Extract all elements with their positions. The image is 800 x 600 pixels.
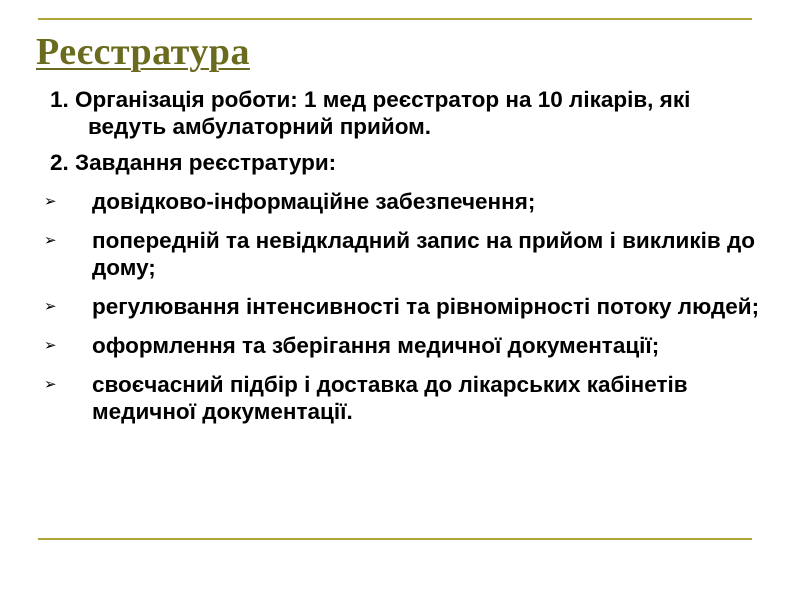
bullet-text: своєчасний підбір і доставка до лікарських кабінетів медичної документації.	[92, 372, 688, 424]
slide-content	[40, 86, 760, 425]
bullet-text: попередній та невідкладний запис на прийом і викликів до дому;	[92, 228, 756, 280]
bullet-item	[40, 371, 760, 425]
arrowhead-bullet-icon: ➢	[44, 232, 57, 249]
slide-title: Реєстратура	[36, 31, 250, 73]
bullet-item	[40, 227, 760, 281]
bullet-text: оформлення та зберігання медичної документації;	[92, 333, 660, 358]
numbered-item: 1. Організація роботи: 1 мед реєстратор на 10 лікарів, які ведуть амбулаторний прийом.	[50, 87, 691, 139]
arrowhead-bullet-icon: ➢	[44, 193, 57, 210]
bullet-item	[40, 293, 760, 320]
bullet-item	[40, 188, 760, 215]
bullet-item	[40, 332, 760, 359]
bullet-text: регулювання інтенсивності та рівномірності потоку людей;	[92, 294, 760, 319]
numbered-item: 2. Завдання реєстратури:	[50, 150, 337, 175]
bullet-text: довідково-інформаційне забезпечення;	[92, 189, 536, 214]
arrowhead-bullet-icon: ➢	[44, 376, 57, 393]
arrowhead-bullet-icon: ➢	[44, 298, 57, 315]
arrowhead-bullet-icon: ➢	[44, 337, 57, 354]
bottom-divider	[38, 538, 752, 540]
top-divider	[38, 18, 752, 20]
